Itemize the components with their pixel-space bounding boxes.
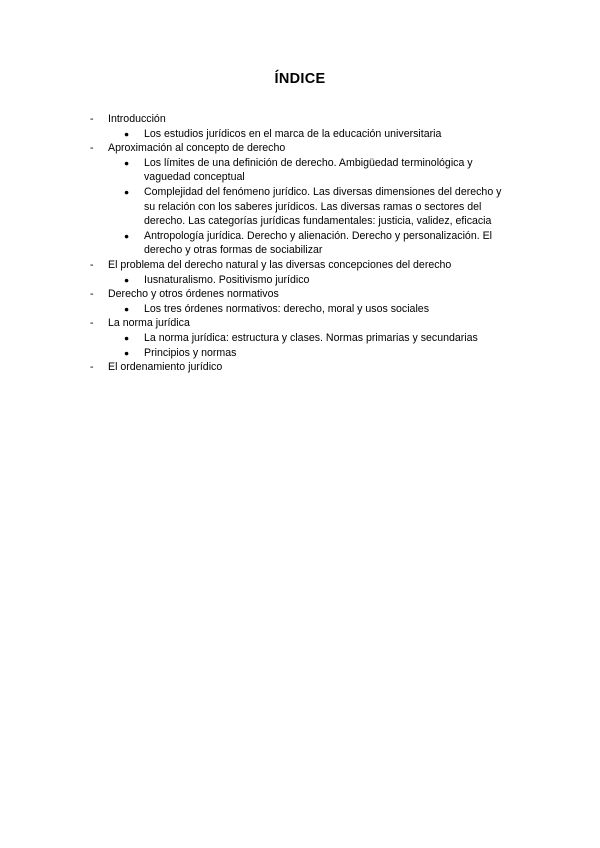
toc-subitem-label: Complejidad del fenómeno jurídico. Las diversas dimensiones del derecho y su relación con los saberes jurídicos. Las diversas ramas o sectores del derecho. Las categorías jurídicas fundamentales: justicia, validez, eficacia — [144, 185, 502, 228]
toc-section — [0, 316, 508, 331]
toc-subitem — [0, 331, 504, 346]
toc-section-label: Aproximación al concepto de derecho — [108, 142, 286, 155]
dash-marker: - — [90, 361, 94, 374]
toc-subitem — [0, 127, 504, 142]
toc-subitem — [0, 273, 504, 288]
toc-section-label: El problema del derecho natural y las diversas concepciones del derecho — [108, 258, 452, 271]
toc-subitem-label: Principios y normas — [144, 346, 237, 359]
toc-subitem-label: Iusnaturalismo. Positivismo jurídico — [144, 273, 310, 286]
bullet-icon: ● — [124, 230, 130, 241]
toc-section-label: La norma jurídica — [108, 317, 190, 330]
toc-subitem-label: Antropología jurídica. Derecho y alienación. Derecho y personalización. El derecho y otras formas de sociabilizar — [144, 229, 493, 257]
bullet-icon: ● — [124, 347, 130, 358]
dash-marker: - — [90, 113, 94, 125]
toc-section — [0, 112, 508, 127]
toc-subitem-label: Los límites de una definición de derecho. Ambigüedad terminológica y vaguedad conceptual — [144, 156, 473, 184]
toc-section-label: El ordenamiento jurídico — [108, 361, 223, 374]
toc-section — [0, 141, 508, 156]
dash-marker: - — [90, 288, 94, 301]
toc-subitem — [0, 185, 504, 229]
toc-section — [0, 360, 508, 375]
toc-subitem-label: Los tres órdenes normativos: derecho, moral y usos sociales — [144, 302, 429, 315]
toc-subitem — [0, 302, 504, 317]
bullet-icon: ● — [124, 128, 130, 139]
toc-subitem — [0, 346, 504, 361]
bullet-icon: ● — [124, 332, 130, 343]
toc-subitem-label: Los estudios jurídicos en el marca de la educación universitaria — [144, 127, 442, 140]
toc-section-label: Introducción — [108, 113, 166, 125]
toc-section-label: Derecho y otros órdenes normativos — [108, 288, 279, 301]
bullet-icon: ● — [124, 157, 130, 168]
toc-section — [0, 287, 508, 302]
table-of-contents — [0, 112, 600, 375]
toc-subitem — [0, 229, 504, 258]
toc-subitem-label: La norma jurídica: estructura y clases. Normas primarias y secundarias — [144, 331, 478, 344]
dash-marker: - — [90, 258, 94, 271]
dash-marker: - — [90, 142, 94, 155]
dash-marker: - — [90, 317, 94, 330]
toc-subitem — [0, 156, 504, 185]
bullet-icon: ● — [124, 186, 130, 197]
bullet-icon: ● — [124, 274, 130, 285]
toc-section — [0, 258, 508, 273]
document-title: ÍNDICE — [274, 71, 326, 87]
bullet-icon: ● — [124, 303, 130, 314]
